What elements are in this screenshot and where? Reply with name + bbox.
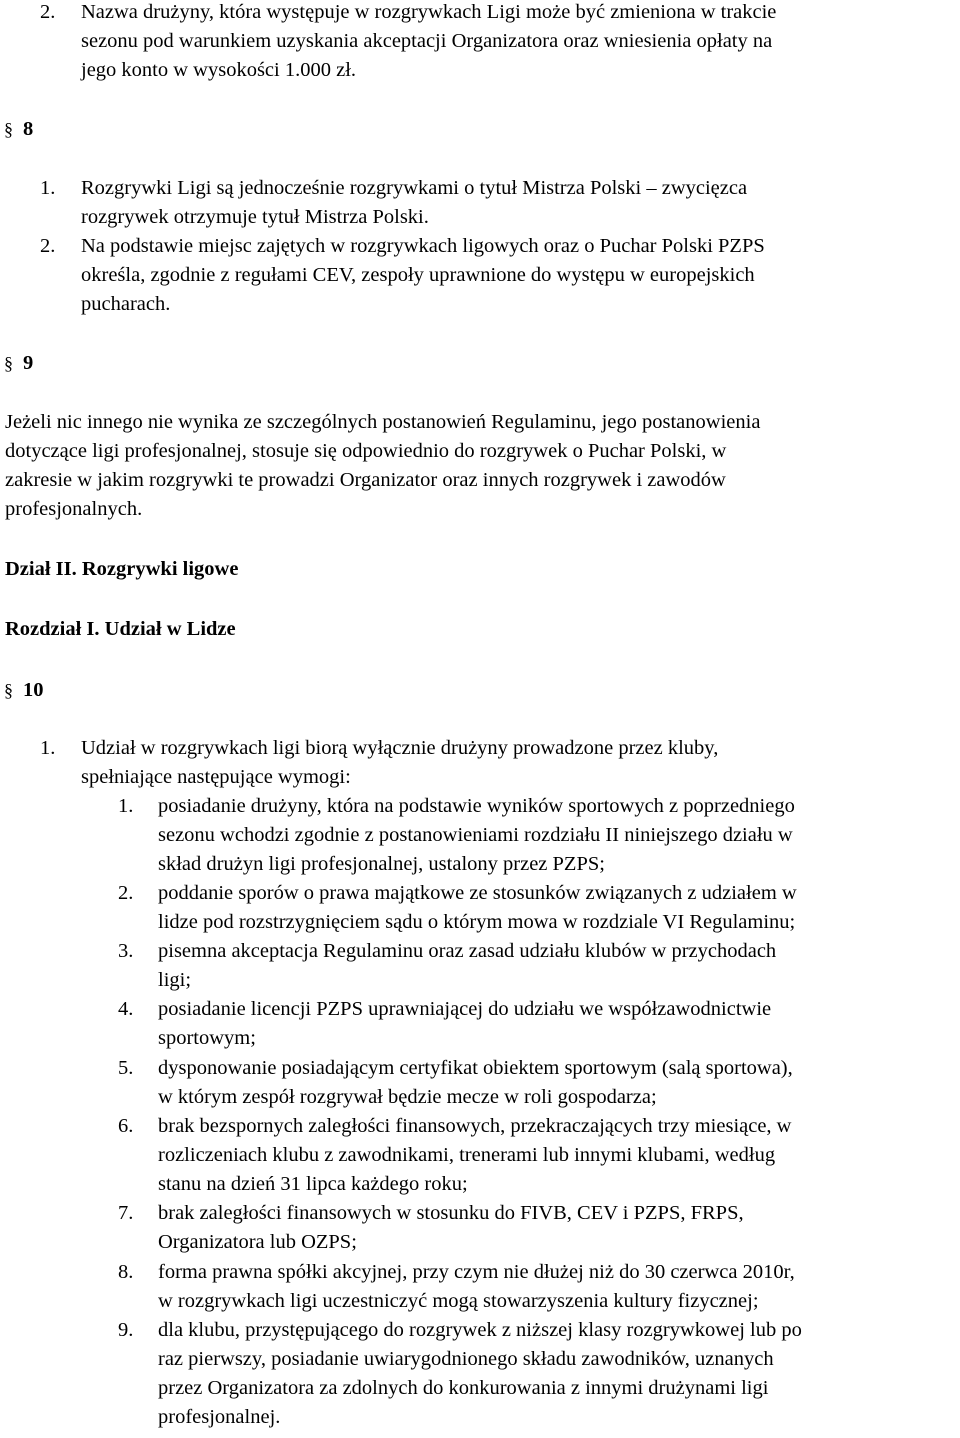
paragraph-line: Udział w rozgrywkach ligi biorą wyłącznie drużyny prowadzone przez kluby, xyxy=(81,737,719,759)
paragraph-line: sezonu pod warunkiem uzyskania akceptacji Organizatora oraz wniesienia opłaty na xyxy=(81,30,773,52)
chapter-heading: Rozdział I. Udział w Lidze xyxy=(5,618,236,640)
sublist-number: 9. xyxy=(118,1319,134,1341)
paragraph-line: Na podstawie miejsc zajętych w rozgrywkach ligowych oraz o Puchar Polski PZPS xyxy=(81,235,765,257)
list-number: 1. xyxy=(40,177,56,199)
list-number: 1. xyxy=(40,737,56,759)
paragraph-line: jego konto w wysokości 1.000 zł. xyxy=(81,59,357,81)
sublist-number: 6. xyxy=(118,1115,134,1137)
sublist-number: 8. xyxy=(118,1261,134,1283)
sublist-line: poddanie sporów o prawa majątkowe ze stosunków związanych z udziałem w xyxy=(158,882,797,904)
sublist-line: lidze pod rozstrzygnięciem sądu o którym mowa w rozdziale VI Regulaminu; xyxy=(158,911,796,933)
section-sign-icon: § xyxy=(4,353,13,373)
paragraph-line: spełniające następujące wymogi: xyxy=(81,766,351,788)
sublist-line: dla klubu, przystępującego do rozgrywek z niższej klasy rozgrywkowej lub po xyxy=(158,1319,802,1341)
sublist-line: dysponowanie posiadającym certyfikat obiektem sportowym (salą sportowa), xyxy=(158,1057,793,1079)
list-number: 2. xyxy=(40,1,56,23)
sublist-number: 2. xyxy=(118,882,134,904)
sublist-line: posiadanie licencji PZPS uprawniającej do udziału we współzawodnictwie xyxy=(158,998,772,1020)
sublist-number: 1. xyxy=(118,795,134,817)
sublist-number: 3. xyxy=(118,940,134,962)
sublist-line: rozliczeniach klubu z zawodnikami, trenerami lub innymi klubami, według xyxy=(158,1144,776,1166)
list-number: 2. xyxy=(40,235,56,257)
paragraph-line: Nazwa drużyny, która występuje w rozgrywkach Ligi może być zmieniona w trakcie xyxy=(81,1,777,23)
paragraph-line: Rozgrywki Ligi są jednocześnie rozgrywkami o tytuł Mistrza Polski – zwycięzca xyxy=(81,177,748,199)
sublist-line: w rozgrywkach ligi uczestniczyć mogą stowarzyszenia kultury fizycznej; xyxy=(158,1290,759,1312)
sublist-line: pisemna akceptacja Regulaminu oraz zasad udziału klubów w przychodach xyxy=(158,940,777,962)
sublist-line: sportowym; xyxy=(158,1027,256,1049)
section-number: 8 xyxy=(23,118,34,140)
sublist-line: Organizatora lub OZPS; xyxy=(158,1231,357,1253)
sublist-number: 4. xyxy=(118,998,134,1020)
section-sign-icon: § xyxy=(4,680,13,700)
sublist-line: przez Organizatora za zdolnych do konkurowania z innymi drużynami ligi xyxy=(158,1377,769,1399)
sublist-line: forma prawna spółki akcyjnej, przy czym nie dłużej niż do 30 czerwca 2010r, xyxy=(158,1261,795,1283)
sublist-line: brak bezspornych zaległości finansowych, przekraczających trzy miesiące, w xyxy=(158,1115,792,1137)
sublist-line: stanu na dzień 31 lipca każdego roku; xyxy=(158,1173,468,1195)
sublist-line: ligi; xyxy=(158,969,192,991)
section-heading-8 xyxy=(4,115,33,144)
sublist-line: sezonu wchodzi zgodnie z postanowieniami rozdziału II niniejszego działu w xyxy=(158,824,793,846)
section-heading-10 xyxy=(4,676,44,705)
sublist-number: 5. xyxy=(118,1057,134,1079)
paragraph-line: dotyczące ligi profesjonalnej, stosuje się odpowiednio do rozgrywek o Puchar Polski, w xyxy=(5,440,727,462)
section-number: 9 xyxy=(23,352,34,374)
sublist-number: 7. xyxy=(118,1202,134,1224)
paragraph-line: rozgrywek otrzymuje tytuł Mistrza Polski. xyxy=(81,206,429,228)
sublist-line: posiadanie drużyny, która na podstawie wyników sportowych z poprzedniego xyxy=(158,795,795,817)
section-sign-icon: § xyxy=(4,119,13,139)
sublist-line: brak zaległości finansowych w stosunku do FIVB, CEV i PZPS, FRPS, xyxy=(158,1202,744,1224)
section-number: 10 xyxy=(23,679,44,701)
sublist-line: profesjonalnej. xyxy=(158,1406,281,1428)
division-heading: Dział II. Rozgrywki ligowe xyxy=(5,558,239,580)
paragraph-line: profesjonalnych. xyxy=(5,498,143,520)
sublist-line: skład drużyn ligi profesjonalnej, ustalony przez PZPS; xyxy=(158,853,605,875)
sublist-line: raz pierwszy, posiadanie uwiarygodnionego składu zawodników, uznanych xyxy=(158,1348,774,1370)
paragraph-line: pucharach. xyxy=(81,293,171,315)
section-heading-9 xyxy=(4,349,33,378)
paragraph-line: zakresie w jakim rozgrywki te prowadzi Organizator oraz innych rozgrywek i zawodów xyxy=(5,469,726,491)
paragraph-line: określa, zgodnie z regułami CEV, zespoły uprawnione do występu w europejskich xyxy=(81,264,755,286)
paragraph-line: Jeżeli nic innego nie wynika ze szczególnych postanowień Regulaminu, jego postanowienia xyxy=(5,411,761,433)
sublist-line: w którym zespół rozgrywał będzie mecze w roli gospodarza; xyxy=(158,1086,657,1108)
